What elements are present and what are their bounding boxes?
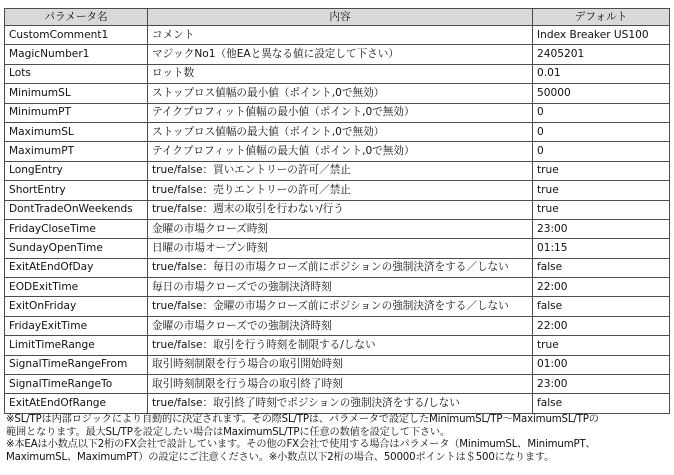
table-header-row — [5, 9, 670, 26]
param-default-cell: 22:00 — [533, 278, 670, 297]
param-name-cell: EODExitTime — [5, 278, 148, 297]
param-name-cell: FridayExitTime — [5, 316, 148, 335]
table-row — [5, 103, 670, 122]
parameter-table — [4, 8, 670, 414]
table-row — [5, 336, 670, 355]
table-row — [5, 200, 670, 219]
param-desc-cell: true/false：取引を行う時刻を制限する/しない — [148, 336, 533, 355]
param-default-cell: 2405201 — [533, 45, 670, 64]
param-default-cell: 0 — [533, 103, 670, 122]
table-row — [5, 122, 670, 141]
param-default-cell: false — [533, 297, 670, 316]
param-default-cell: 0 — [533, 142, 670, 161]
param-default-cell: 0.01 — [533, 64, 670, 83]
param-desc-cell: true/false：売りエントリーの許可／禁止 — [148, 181, 533, 200]
param-desc-cell: ロット数 — [148, 64, 533, 83]
table-row — [5, 316, 670, 335]
param-desc-cell: ストップロス値幅の最大値（ポイント,0で無効） — [148, 122, 533, 141]
param-desc-cell: 金曜の市場クローズ時刻 — [148, 219, 533, 238]
param-default-cell: 01:15 — [533, 239, 670, 258]
param-desc-cell: 毎日の市場クローズでの強制決済時刻 — [148, 278, 533, 297]
table-row — [5, 278, 670, 297]
param-name-cell: MinimumPT — [5, 103, 148, 122]
param-desc-cell: 取引時刻制限を行う場合の取引開始時刻 — [148, 355, 533, 374]
param-default-cell: 23:00 — [533, 219, 670, 238]
param-desc-cell: ストップロス値幅の最小値（ポイント,0で無効） — [148, 84, 533, 103]
param-name-cell: MinimumSL — [5, 84, 148, 103]
table-row — [5, 375, 670, 394]
table-row — [5, 161, 670, 180]
param-name-cell: ShortEntry — [5, 181, 148, 200]
param-desc-cell: true/false：毎日の市場クローズ前にポジションの強制決済をする／しない — [148, 258, 533, 277]
param-name-cell: SundayOpenTime — [5, 239, 148, 258]
param-default-cell: true — [533, 161, 670, 180]
footnote-line: ※本EAは小数点以下2桁のFX会社で設計しています。その他のFX会社で使用する場合はパラメータ（MinimumSL、MinimumPT、 — [6, 439, 596, 451]
table-row — [5, 297, 670, 316]
param-default-cell: false — [533, 394, 670, 413]
param-name-cell: ExitAtEndOfRange — [5, 394, 148, 413]
param-desc-cell: 金曜の市場クローズでの強制決済時刻 — [148, 316, 533, 335]
param-name-cell: Lots — [5, 64, 148, 83]
param-default-cell: 22:00 — [533, 316, 670, 335]
table-row — [5, 258, 670, 277]
param-desc-cell: 取引時刻制限を行う場合の取引終了時刻 — [148, 375, 533, 394]
param-name-cell: SignalTimeRangeFrom — [5, 355, 148, 374]
table-row — [5, 26, 670, 45]
param-desc-cell: テイクプロフィット値幅の最大値（ポイント,0で無効） — [148, 142, 533, 161]
param-name-cell: ExitAtEndOfDay — [5, 258, 148, 277]
param-default-cell: 23:00 — [533, 375, 670, 394]
table-row — [5, 355, 670, 374]
footnote-line: 範囲となります。最大SL/TPを設定したい場合はMaximumSL/TPに任意の数値を設定して下さい。 — [6, 426, 450, 438]
param-desc-cell: コメント — [148, 26, 533, 45]
param-desc-cell: テイクプロフィット値幅の最小値（ポイント,0で無効） — [148, 103, 533, 122]
param-desc-cell: true/false：取引終了時刻でポジションの強制決済をする/しない — [148, 394, 533, 413]
param-name-cell: DontTradeOnWeekends — [5, 200, 148, 219]
header-parameter-name: パラメータ名 — [5, 9, 148, 26]
param-default-cell: false — [533, 258, 670, 277]
footnote-line: ※SL/TPは内部ロジックにより自動的に決定されます。その際SL/TPは、パラメータで設定したMinimumSL/TP～MaximumSL/TPの — [6, 414, 599, 425]
header-default: デフォルト — [533, 9, 670, 26]
param-name-cell: MagicNumber1 — [5, 45, 148, 64]
param-name-cell: MaximumSL — [5, 122, 148, 141]
param-desc-cell: true/false：週末の取引を行わない/行う — [148, 200, 533, 219]
table-row — [5, 45, 670, 64]
header-content: 内容 — [148, 9, 533, 26]
table-row — [5, 64, 670, 83]
param-default-cell: true — [533, 336, 670, 355]
param-name-cell: MaximumPT — [5, 142, 148, 161]
table-row — [5, 142, 670, 161]
param-default-cell: 01:00 — [533, 355, 670, 374]
param-default-cell: 50000 — [533, 84, 670, 103]
param-name-cell: LongEntry — [5, 161, 148, 180]
param-name-cell: SignalTimeRangeTo — [5, 375, 148, 394]
table-row — [5, 181, 670, 200]
table-row — [5, 219, 670, 238]
table-row — [5, 239, 670, 258]
param-name-cell: FridayCloseTime — [5, 219, 148, 238]
param-desc-cell: true/false：買いエントリーの許可／禁止 — [148, 161, 533, 180]
table-row — [5, 394, 670, 413]
table-row — [5, 84, 670, 103]
param-desc-cell: true/false：金曜の市場クローズ前にポジションの強制決済をする／しない — [148, 297, 533, 316]
footnotes — [6, 414, 670, 464]
param-desc-cell: 日曜の市場オープン時刻 — [148, 239, 533, 258]
param-desc-cell: マジックNo1（他EAと異なる値に設定して下さい） — [148, 45, 533, 64]
param-default-cell: true — [533, 181, 670, 200]
param-default-cell: true — [533, 200, 670, 219]
param-name-cell: LimitTimeRange — [5, 336, 148, 355]
param-default-cell: 0 — [533, 122, 670, 141]
footnote-line: MaximumSL、MaximumPT）の設定にご注意ください。※小数点以下2桁の場合、50000ポイントは＄500になります。 — [6, 451, 555, 463]
param-name-cell: ExitOnFriday — [5, 297, 148, 316]
param-default-cell: Index Breaker US100 — [533, 26, 670, 45]
param-name-cell: CustomComment1 — [5, 26, 148, 45]
